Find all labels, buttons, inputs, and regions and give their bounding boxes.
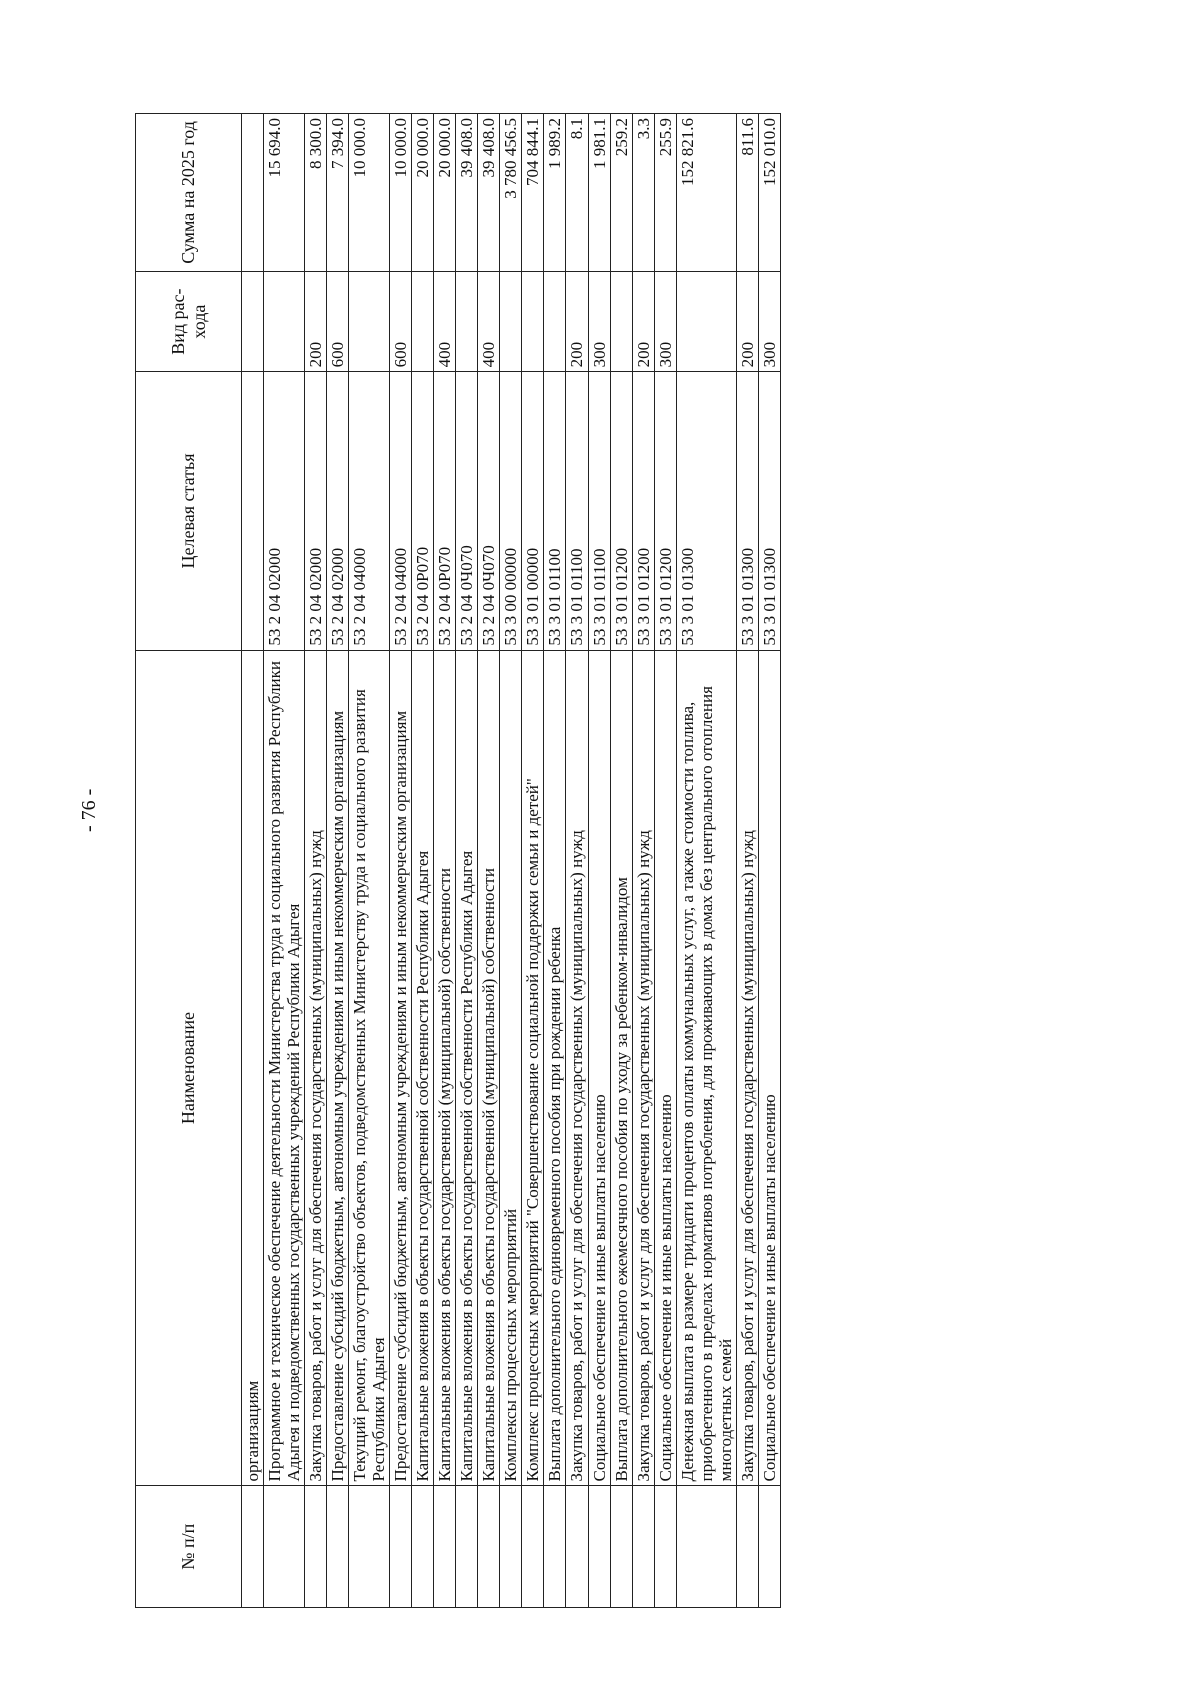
table-row bbox=[327, 114, 349, 1608]
cell-vid bbox=[242, 271, 264, 372]
cell-no bbox=[434, 1486, 456, 1608]
cell-no bbox=[522, 1486, 544, 1608]
cell-name: Капитальные вложения в объекты государственной собственности Республики Адыгея bbox=[412, 650, 434, 1486]
cell-sum: 20 000.0 bbox=[434, 114, 456, 272]
table-row bbox=[264, 114, 305, 1608]
cell-name: Закупка товаров, работ и услуг для обеспечения государственных (муниципальных) нужд bbox=[566, 650, 588, 1486]
cell-name: Комплекс процессных мероприятий "Совершенствование социальной поддержки семьи и детей" bbox=[522, 650, 544, 1486]
cell-name: Денежная выплата в размере тридцати процентов оплаты коммунальных услуг, а также стоимости топлива, приобретенного в пределах нормативов потребления, для проживающих в домах без центрального отопления многодетных семей bbox=[676, 650, 736, 1486]
cell-code: 53 3 01 01200 bbox=[654, 372, 676, 650]
cell-code: 53 2 04 04000 bbox=[349, 372, 390, 650]
cell-vid bbox=[522, 271, 544, 372]
header-code: Целевая статья bbox=[136, 372, 242, 650]
cell-no bbox=[478, 1486, 500, 1608]
cell-code: 53 3 00 00000 bbox=[500, 372, 522, 650]
cell-sum: 704 844.1 bbox=[522, 114, 544, 272]
cell-code: 53 3 01 01200 bbox=[632, 372, 654, 650]
cell-no bbox=[758, 1486, 780, 1608]
cell-sum: 7 394.0 bbox=[327, 114, 349, 272]
cell-no bbox=[588, 1486, 610, 1608]
table-row bbox=[566, 114, 588, 1608]
cell-no bbox=[566, 1486, 588, 1608]
cell-code: 53 3 01 00000 bbox=[522, 372, 544, 650]
cell-no bbox=[412, 1486, 434, 1608]
cell-vid: 300 bbox=[654, 271, 676, 372]
cell-vid: 400 bbox=[478, 271, 500, 372]
header-sum: Сумма на 2025 год bbox=[136, 114, 242, 272]
cell-vid: 300 bbox=[588, 271, 610, 372]
table-row bbox=[654, 114, 676, 1608]
table-row bbox=[349, 114, 390, 1608]
cell-sum: 8.1 bbox=[566, 114, 588, 272]
table-row bbox=[456, 114, 478, 1608]
table-row bbox=[478, 114, 500, 1608]
cell-vid: 600 bbox=[390, 271, 412, 372]
cell-sum: 152 821.6 bbox=[676, 114, 736, 272]
cell-vid: 200 bbox=[566, 271, 588, 372]
table-body bbox=[242, 114, 781, 1608]
cell-name: Социальное обеспечение и иные выплаты населению bbox=[654, 650, 676, 1486]
cell-sum: 1 989.2 bbox=[544, 114, 566, 272]
cell-vid bbox=[456, 271, 478, 372]
cell-vid: 200 bbox=[736, 271, 758, 372]
cell-code: 53 3 01 01100 bbox=[588, 372, 610, 650]
budget-table bbox=[135, 113, 781, 1608]
cell-vid: 300 bbox=[758, 271, 780, 372]
cell-vid: 200 bbox=[305, 271, 327, 372]
table-row bbox=[390, 114, 412, 1608]
table-row bbox=[500, 114, 522, 1608]
cell-no bbox=[736, 1486, 758, 1608]
cell-vid bbox=[676, 271, 736, 372]
cell-no bbox=[654, 1486, 676, 1608]
cell-sum: 39 408.0 bbox=[456, 114, 478, 272]
table-row bbox=[544, 114, 566, 1608]
cell-vid: 600 bbox=[327, 271, 349, 372]
cell-name: Социальное обеспечение и иные выплаты населению bbox=[588, 650, 610, 1486]
cell-code: 53 2 04 02000 bbox=[327, 372, 349, 650]
cell-vid bbox=[264, 271, 305, 372]
cell-vid bbox=[544, 271, 566, 372]
table-row bbox=[242, 114, 264, 1608]
cell-name: Текущий ремонт, благоустройство объектов, подведомственных Министерству труда и социального развития Республики Адыгея bbox=[349, 650, 390, 1486]
cell-no bbox=[327, 1486, 349, 1608]
cell-name: Предоставление субсидий бюджетным, автономным учреждениям и иным некоммерческим организациям bbox=[390, 650, 412, 1486]
cell-vid bbox=[349, 271, 390, 372]
cell-sum bbox=[242, 114, 264, 272]
cell-code: 53 2 04 0Р070 bbox=[434, 372, 456, 650]
table-row bbox=[758, 114, 780, 1608]
cell-code: 53 3 01 01200 bbox=[610, 372, 632, 650]
table-row bbox=[676, 114, 736, 1608]
cell-name: Закупка товаров, работ и услуг для обеспечения государственных (муниципальных) нужд bbox=[736, 650, 758, 1486]
table-row bbox=[610, 114, 632, 1608]
cell-sum: 1 981.1 bbox=[588, 114, 610, 272]
cell-name: Предоставление субсидий бюджетным, автономным учреждениям и иным некоммерческим организациям bbox=[327, 650, 349, 1486]
cell-code: 53 2 04 0Р070 bbox=[412, 372, 434, 650]
cell-code: 53 2 04 0Ч070 bbox=[478, 372, 500, 650]
table-row bbox=[434, 114, 456, 1608]
cell-sum: 3 780 456.5 bbox=[500, 114, 522, 272]
cell-no bbox=[349, 1486, 390, 1608]
table-row bbox=[522, 114, 544, 1608]
cell-name: Выплата дополнительного ежемесячного пособия по уходу за ребенком-инвалидом bbox=[610, 650, 632, 1486]
cell-name: Капитальные вложения в объекты государственной (муниципальной) собственности bbox=[478, 650, 500, 1486]
cell-no bbox=[632, 1486, 654, 1608]
cell-no bbox=[456, 1486, 478, 1608]
cell-name: Капитальные вложения в объекты государственной (муниципальной) собственности bbox=[434, 650, 456, 1486]
cell-name: Выплата дополнительного единовременного пособия при рождении ребенка bbox=[544, 650, 566, 1486]
cell-sum: 20 000.0 bbox=[412, 114, 434, 272]
cell-sum: 811.6 bbox=[736, 114, 758, 272]
cell-name: Закупка товаров, работ и услуг для обеспечения государственных (муниципальных) нужд bbox=[632, 650, 654, 1486]
cell-code: 53 2 04 04000 bbox=[390, 372, 412, 650]
cell-sum: 10 000.0 bbox=[349, 114, 390, 272]
cell-sum: 259.2 bbox=[610, 114, 632, 272]
cell-no bbox=[390, 1486, 412, 1608]
cell-name: Капитальные вложения в объекты государственной собственности Республики Адыгея bbox=[456, 650, 478, 1486]
table-row bbox=[588, 114, 610, 1608]
page-number: - 76 - bbox=[78, 788, 100, 832]
cell-no bbox=[500, 1486, 522, 1608]
cell-code: 53 2 04 0Ч070 bbox=[456, 372, 478, 650]
cell-vid bbox=[610, 271, 632, 372]
cell-code: 53 3 01 01300 bbox=[676, 372, 736, 650]
cell-vid: 400 bbox=[434, 271, 456, 372]
cell-sum: 3.3 bbox=[632, 114, 654, 272]
cell-no bbox=[242, 1486, 264, 1608]
cell-sum: 8 300.0 bbox=[305, 114, 327, 272]
table-row bbox=[632, 114, 654, 1608]
cell-name: Комплексы процессных мероприятий bbox=[500, 650, 522, 1486]
cell-sum: 152 010.0 bbox=[758, 114, 780, 272]
table-header-row bbox=[136, 114, 242, 1608]
cell-code bbox=[242, 372, 264, 650]
cell-code: 53 3 01 01300 bbox=[736, 372, 758, 650]
cell-code: 53 2 04 02000 bbox=[264, 372, 305, 650]
cell-vid: 200 bbox=[632, 271, 654, 372]
rotated-table-wrapper bbox=[135, 113, 1070, 1608]
cell-no bbox=[305, 1486, 327, 1608]
table-row bbox=[736, 114, 758, 1608]
table-row bbox=[305, 114, 327, 1608]
cell-no bbox=[544, 1486, 566, 1608]
cell-name: Закупка товаров, работ и услуг для обеспечения государственных (муниципальных) нужд bbox=[305, 650, 327, 1486]
cell-vid bbox=[500, 271, 522, 372]
cell-no bbox=[264, 1486, 305, 1608]
cell-vid bbox=[412, 271, 434, 372]
cell-code: 53 3 01 01300 bbox=[758, 372, 780, 650]
cell-sum: 255.9 bbox=[654, 114, 676, 272]
header-no: № п/п bbox=[136, 1486, 242, 1608]
cell-no bbox=[610, 1486, 632, 1608]
cell-code: 53 2 04 02000 bbox=[305, 372, 327, 650]
table-row bbox=[412, 114, 434, 1608]
cell-name: Программное и техническое обеспечение деятельности Министерства труда и социального развития Республики Адыгея и подведомственных государственных учреждений Республики Адыгея bbox=[264, 650, 305, 1486]
cell-no bbox=[676, 1486, 736, 1608]
cell-sum: 15 694.0 bbox=[264, 114, 305, 272]
cell-name: Социальное обеспечение и иные выплаты населению bbox=[758, 650, 780, 1486]
cell-sum: 10 000.0 bbox=[390, 114, 412, 272]
header-vid: Вид рас- хода bbox=[136, 271, 242, 372]
cell-code: 53 3 01 01100 bbox=[566, 372, 588, 650]
cell-code: 53 3 01 01100 bbox=[544, 372, 566, 650]
cell-sum: 39 408.0 bbox=[478, 114, 500, 272]
header-name: Наименование bbox=[136, 650, 242, 1486]
cell-name: организациям bbox=[242, 650, 264, 1486]
